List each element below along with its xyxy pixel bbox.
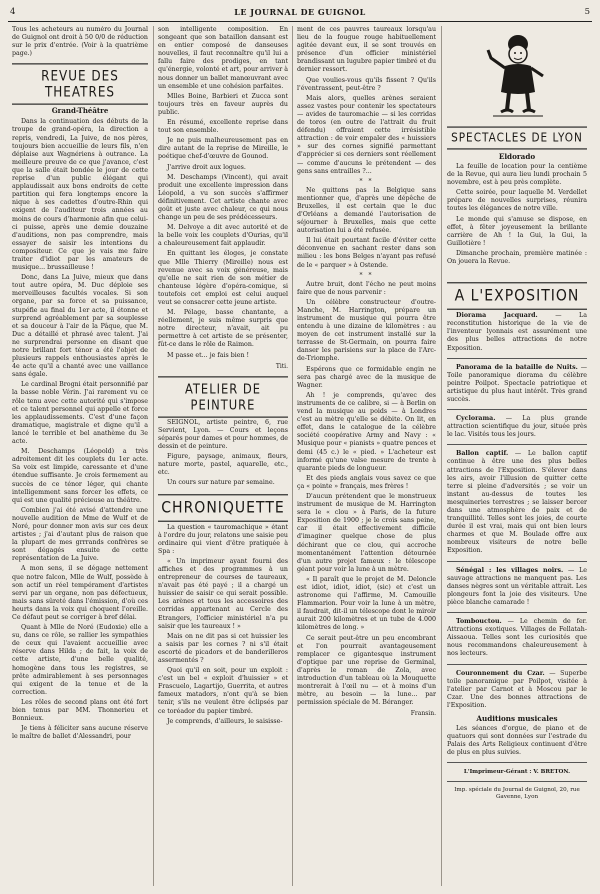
entry-text: — La plus grande attraction scientifique du jour, située près le lac. Visités tous les jours. <box>447 415 587 439</box>
paragraph: Il lui était pourtant facile d'éviter cette déconvenue en sachant rester dans son milieu : les bons Belges n'ayant pas refusé de le « parquer » à Ostende. <box>297 237 436 269</box>
paragraph: Et des pieds anglais vous savez ce que ça « pointe » français, mes frères ! <box>297 474 436 490</box>
column-separator <box>441 26 442 886</box>
entry-text: — Le sauvage attractions ne manquent pas. Les danses nègres sont un véritable attrait. Les plongeurs font la joie des visiteurs. Une pièce blanche camarade ! <box>447 566 587 606</box>
paragraph: Ce serait peut-être un peu encombrant et l'on pourrait avantageusement remplacer ce gigantesque instrument d'optique par une reprise de Germinal, d'après le roman de Zola, avec introduction d'un tableau où la Mouquette montrerait à l'œil nu — et à moins d'un mètre, au besoin — la lune... par permission spéciale de M. Béranger. <box>297 634 436 707</box>
paragraph: Espérons que ce formidable engin ne sera pas chargé avec de la musique de Wagner. <box>297 365 436 389</box>
paragraph: D'aucun prétendent que le monstrueux instrument de musique de M. Harrington sera le « clou » à Paris, de la future Exposition de 1900 ; je le crois sans peine, car il était effectivement difficile d'imaginer quelque chose de plus déchirant que ce clou, qui accroche momentanément l'attention détournée d'un autre projet fameux : le télescope géant pour voir la lune à un mètre. <box>297 492 436 573</box>
author-signature: Titi. <box>275 362 288 370</box>
paragraph: Les séances d'orgue, de piano et de quatuors qui sont données sur l'estrade du Palais des Arts Religieux continuent d'être de plus en plus suivies. <box>447 724 587 757</box>
paragraph: J'arrive droit aux logues. <box>167 163 246 171</box>
paragraph: Je ne puis malheureusement pas en dire autant de la reprise de Mireille, le poétique chef-d'œuvre de Gounod. <box>158 137 288 161</box>
entry-name: Panorama de la bataille de Nuits. <box>456 363 578 371</box>
paragraph: Quant à Mlle de Noré (Eudoxie) elle a su, dans ce rôle, se rallier les sympathies de ceux qui l'avaient accueillie avec réserve dans Hilda ; de fait, la voix de cette artiste, d'une belle qualité, homogène dans tous les registres, se prête admirablement à ses personnages qui exigent de la tenue et de la correction. <box>12 624 148 696</box>
entry-text: — Superbe toile panoramique par Poilpot, visitée à l'atelier par Carnot et à Moscou par le Czar. Une des bonnes attractions de l'Exposition. <box>447 669 587 709</box>
separator-stars: * * <box>359 177 374 185</box>
paragraph: Ne quittons pas la Belgique sans mentionner que, d'après une dépêche de Bruxelles, il est certain que le duc d'Orléans a demandé l'autorisation de séjourner à Bruxelles, mais que cette autorisation lui a été refusée. <box>297 186 436 235</box>
column-separator <box>153 26 154 886</box>
entry-text: — La reconstitution historique de la vie de l'inventeur lyonnais est assurément une des plus belles attractions de notre Exposition. <box>447 312 587 352</box>
exposition-entry <box>447 450 587 555</box>
exposition-entry <box>447 567 587 607</box>
section-title-atelier: ATELIER DE PEINTURE <box>158 376 288 417</box>
paragraph: Cette soirée, pour laquelle M. Verdellet prépare de nouvelles surprises, réunira toutes les élégances de notre ville. <box>447 189 587 213</box>
paragraph: M. Deschamps (Vincent), qui avait produit une excellente impression dans Léopold, a vu son succès s'affirmer définitivement. Cet artiste chante avec goût et juste avec chaleur, ce qui nous change un peu de ses prédécesseurs. <box>158 173 288 222</box>
paragraph: Un célèbre constructeur d'outre-Manche, M. Harrington, prépare un instrument de musique qui pourra être entendu à une dizaine de kilomètres : au moyen de cet instrument installé sur la terrasse de St-Germain, on pourra faire danser les parisiens sur la place de l'Arc-de-Triomphe. <box>297 298 436 363</box>
exposition-entry <box>447 415 587 439</box>
exposition-entry <box>447 670 587 710</box>
column-2 <box>158 26 288 728</box>
paragraph: Je comprends, d'ailleurs, le saisisse- <box>167 717 283 725</box>
page-number-left: 4 <box>10 7 16 17</box>
entry-name: Tombouctou. <box>456 618 502 626</box>
column-4 <box>447 26 587 801</box>
header-rule <box>8 21 592 22</box>
divider <box>447 762 587 763</box>
entry-name: Ballon captif. <box>456 450 509 458</box>
paragraph: Je tiens à féliciter sans aucune réserve le maître de ballet d'Alessandri, pour <box>12 725 148 741</box>
guignol-figure-icon <box>483 30 553 118</box>
entry-name: Couronnement du Czar. <box>456 669 545 677</box>
section-title-spectacles: SPECTACLES DE LYON <box>447 127 587 150</box>
paragraph: Quoi qu'il en soit, pour un exploit : c'est un bel « exploit d'huissier » et Frascuelo, Lagartijo, Guerrita, et autres fameux matadors, n'ont qu'à se bien tenir, s'ils ne veulent être éclipsés par ce toréador du papier timbré. <box>158 667 288 715</box>
column-separator <box>292 26 293 886</box>
paragraph: « Un imprimeur ayant fourni des affiches et des programmes à un entrepreneur de courses de taureaux, n'avait pas été payé ; il a chargé un huissier de saisir ce qui serait possible. Les arènes et tous les accessoires des corridas appartenant au Cercle des Etrangers, l'officier ministériel n'a pu saisir que les taureaux ! » <box>158 557 288 630</box>
paragraph: Les rôles de second plans ont été fort bien tenus par MM. Thonnerieu et Bonnieux. <box>12 698 148 723</box>
paragraph: M. Delvoye a dit avec autorité et de la belle voix les couplets d'Ourias, qu'il a chaleureusement fait applaudir. <box>158 224 288 248</box>
divider <box>447 781 587 782</box>
author-signature: Fransin. <box>410 710 436 718</box>
entry-name: Diorama Jacquard. <box>456 312 538 320</box>
paragraph: Le monde qui s'amuse se dispose, en effet, à fêter joyeusement la brillante carrière de Ah ! la Gui, la Gui, la Guillotière ! <box>447 215 587 247</box>
printer-name: L'Imprimeur-Gérant : V. BRETON. <box>463 769 571 776</box>
entry-name: Cyclorama. <box>456 415 496 423</box>
paragraph: Dans la continuation des débuts de la troupe de grand-opéra, la direction a repris, vendredi, La Juive, de nos pères, toujours bien accueillie de leurs fils, n'en déplaise aux Wagnériens à outrance. La meilleure preuve de ce que j'avance, c'est que la salle était bondée le jour de cette reprise d'un public élégant qui applaudissait aux bons endroits de cette partition qui fera longtemps encore la nique à ses cadettes d'outre-Rhin qui exigent de l'auditeur trois années au moins de cours d'harmonie afin que celui-ci puisse, après une demie douzaine d'auditions, non pas comprendre, mais essayer de saisir les intentions du compositeur. Ce que je vais me faire traiter d'idiot par les amateurs de musique... brussailleuse ! <box>12 118 148 272</box>
paragraph: Mlles Boine, Barbieri et Zucca sont toujours très en faveur auprès du public. <box>158 92 288 116</box>
entry-text: — Toile panoramique diorama du célèbre peintre Poilpot. Spectacle patriotique et artistique du plus haut intérêt. Très grand succès. <box>447 363 587 403</box>
paragraph: En quittant les éloges, je constate que Mlle Thierry (Mireille) nous est revenue avec sa voix généreuse, mais qu'elle ne sait rien de son métier de chanteuse légère d'opéra-comique, si toutefois cet emploi est celui auquel veut se consacrer cette jeune artiste. <box>158 250 288 306</box>
divider <box>447 358 587 359</box>
divider <box>447 444 587 445</box>
atelier-advert: SEIGNOL, artiste peintre, 6, rue Servient, Lyon. — Cours et leçons séparés pour dames et pour hommes, de dessin et de peinture. <box>158 418 288 451</box>
exposition-entry <box>447 618 587 658</box>
exposition-entry <box>447 364 587 404</box>
page-number-right: 5 <box>584 7 590 17</box>
paragraph: La feuille de location pour la centième de la Revue, qui aura lieu lundi prochain 5 novembre, est à peu près complète. <box>447 163 587 187</box>
section-title-theatres: REVUE DES THEATRES <box>12 64 148 105</box>
atelier-line: Un cours sur nature par semaine. <box>167 479 275 487</box>
paragraph: son intelligente composition. En songeant que son bataillon dansant est en entier composé de danseuses nouvelles, il faut reconnaître qu'il lui a fallu faire des prodiges, en tant qu'énergie, volonté et art, pour arriver à nous donner un ballet manœuvrant avec un ensemble et une cohésion parfaites. <box>158 26 288 90</box>
entry-text: — Le ballon captif continue à être une des plus belles attractions de l'Exposition. S'élever dans les airs, avoir l'illusion de quitter cette terre si pleine d'adversités ; se voir un instant au-dessus de toutes les mesquineries terrestres ; se laisser bercer dans une atmosphère de paix et de tranquillité. Telles sont les joies, de courte durée il est vrai, mais qui ont bien leurs charmes et que M. Boulade offre aux nombreux visiteurs de notre belle Exposition. <box>447 450 587 555</box>
paragraph: M. Deschamps (Léopold) a très adroitement dit les couplets du 1er acte. Sa voix est limpide, caressante et d'une étendue suffisante. Je crois fermement au succès de ce ténor léger, qui chante intelligemment sans forcer les effets, ce qui est une qualité précieuse au théâtre. <box>12 448 148 504</box>
column-3 <box>297 26 436 721</box>
paragraph: En résumé, excellente reprise dans tout son ensemble. <box>158 119 288 135</box>
paragraph: A mon sens, il se dégage nettement que notre falcon, Mlle de Wulf, possède à son actif un réel tempérament d'artistes servi par un organe, non pas défectueux, mais sans sûreté dans l'émission, d'où ces heurts dans la voix qui choquent l'oreille. Ce défaut peut se corriger à bref délai. <box>12 565 148 621</box>
divider <box>447 664 587 665</box>
subtitle-grand-theatre: Grand-Théâtre <box>51 106 109 116</box>
newspaper-title: LE JOURNAL DE GUIGNOL <box>234 7 366 17</box>
paragraph: Que voulies-vous qu'ils fissent ? Qu'ils l'éventrassent, peut-être ? <box>297 76 436 92</box>
entry-text: — Le chemin de fer. Attractions exotiques. Villages de Fellatah-Aissaoua. Telles sont les curiosités que nous recommandons chaleureusement à nos lecteurs. <box>447 618 587 658</box>
divider <box>447 612 587 613</box>
entry-name: Sénégal : les villages noirs. <box>456 566 564 574</box>
paragraph: Donc, dans La Juive, mieux que dans tout autre opéra, M. Duc déploie ses merveilleuses facultés vocales. Si son organe, par sa force et sa puissance, stupéfie au final du 1er acte, il étonne et surprend agréablement par sa souplesse et sa douceur à l'air de la Pâque, que M. Duc a détaillé et phrasé avec talent. J'ai ne surprendrai personne en disant que notre brillant fort ténor a été l'objet de plusieurs rappels enthousiastes après le 4e acte qu'il a chanté avec une vaillance sans égale. <box>12 274 148 379</box>
discount-notice: Tous les acheteurs au numéro du Journal de Guignol ont droit à 50 0/0 de réduction sur le prix d'entrée. (Voir à la quatrième page.) <box>12 26 148 58</box>
paragraph: Mais alors, quelles arènes seraient assez vastes pour contenir les spectateurs — avides de tauromachie — si les corridas de toros (en outre de l'attrait du fruit défendu) offraient cette irrésistible attraction : de voir empaler des « huissiers » sur des cornes signifié parmettant d'apprécier si ces derniers sont réellement — comme d'aucuns le prétendent — des gens sans entrailles ?... <box>297 94 436 175</box>
paragraph: La question « tauromachique » étant à l'ordre du jour, relatons une saisie peu ordinaire qui vient d'être pratiquée à Spa : <box>158 523 288 555</box>
paragraph: Dimanche prochain, première matinée : On jouera la Revue. <box>447 249 587 266</box>
separator-stars: * * <box>359 271 374 279</box>
subtitle-eldorado: Eldorado <box>498 152 536 161</box>
printer-address: Imp. spéciale du Journal de Guignol, 20, rue Gavenne, Lyon <box>454 787 580 801</box>
exposition-entry <box>447 312 587 352</box>
paragraph: M. Pélage, basse chantante, a réellement, je suis même surpris que notre directeur, n'avait, ait pu permettre à cet artiste de se présenter, fût-ce dans le rôle de Raimon. <box>158 309 288 349</box>
column-1 <box>12 26 148 743</box>
paragraph: Mais on ne dit pas si cet huissier les a saisis par les cornes ? ni s'il était escorté de picadors et de banderilleros assermentés ? <box>158 632 288 664</box>
paragraph: M passe et... je fais bien ! <box>167 351 250 359</box>
subtitle-auditions: Auditions musicales <box>476 713 558 723</box>
paragraph: Le cardinal Brogni était personnifié par la basse noble Vérin. J'ai rarement vu ce rôle tenu avec cette autorité qui s'impose et ce talent personnel qui appelle et force les applaudissements. C'est d'une façon dramatique, magistrale et digne qu'il a lancé le terrible et bel anathème du 3e acte. <box>12 381 148 446</box>
paragraph: Combien j'ai été avisé d'attendre une nouvelle audition de Mme de Wulf et de Noré, pour donner mon avis sur ces deux artistes ; j'ai d'autant plus de raison que la plupart de mes grrrands confrères se sont dégagés ensuite de cette représentation de La Juive. <box>12 506 148 563</box>
running-header <box>10 4 590 20</box>
atelier-line: Figure, paysage, animaux, fleurs, nature morte, pastel, aquarelle, etc., etc. <box>158 453 288 477</box>
divider <box>447 561 587 562</box>
paragraph: Ah ! je comprends, qu'avec des instruments de ce calibre, si — à Berlin on vend la musique au poids — à Londres c'est au mètre qu'elle se débite. On lit, en effet, dans le catalogue de la célèbre société coopérative Army and Navy : « Musique pour « pianists » quatre pences et demi (45 c.) le « pied. » L'acheteur est informé qu'une valse mesure de trente à quarante pieds de longueur. <box>297 391 436 472</box>
guignol-illustration <box>447 26 587 120</box>
divider <box>447 409 587 410</box>
section-title-chroniquette: CHRONIQUETTE <box>158 494 288 522</box>
paragraph: ment de ces pauvres taureaux lorsqu'au lieu de la fougue rouge habituellement agitée devant eux, il se sont trouvés en présence d'un officier ministériel brandissant un lugubre papier timbré et du dernier ressort. <box>297 26 436 74</box>
section-title-exposition: A L'EXPOSITION <box>447 282 587 310</box>
paragraph: Autre bruit, dont l'écho ne peut moins faire que de nous parvenir : <box>297 280 436 296</box>
paragraph: « Il paraît que le projet de M. Deloncle est idiot, idiot, idiot, (sic) et c'est un astronome qui l'affirme, M. Camouille Flammarion. Pour voir la lune à un mètre, il faudrait, dit-il un télescope dont le miroir aurait 200 kilomètres et un tube de 4.000 kilomètres de long. » <box>297 575 436 632</box>
